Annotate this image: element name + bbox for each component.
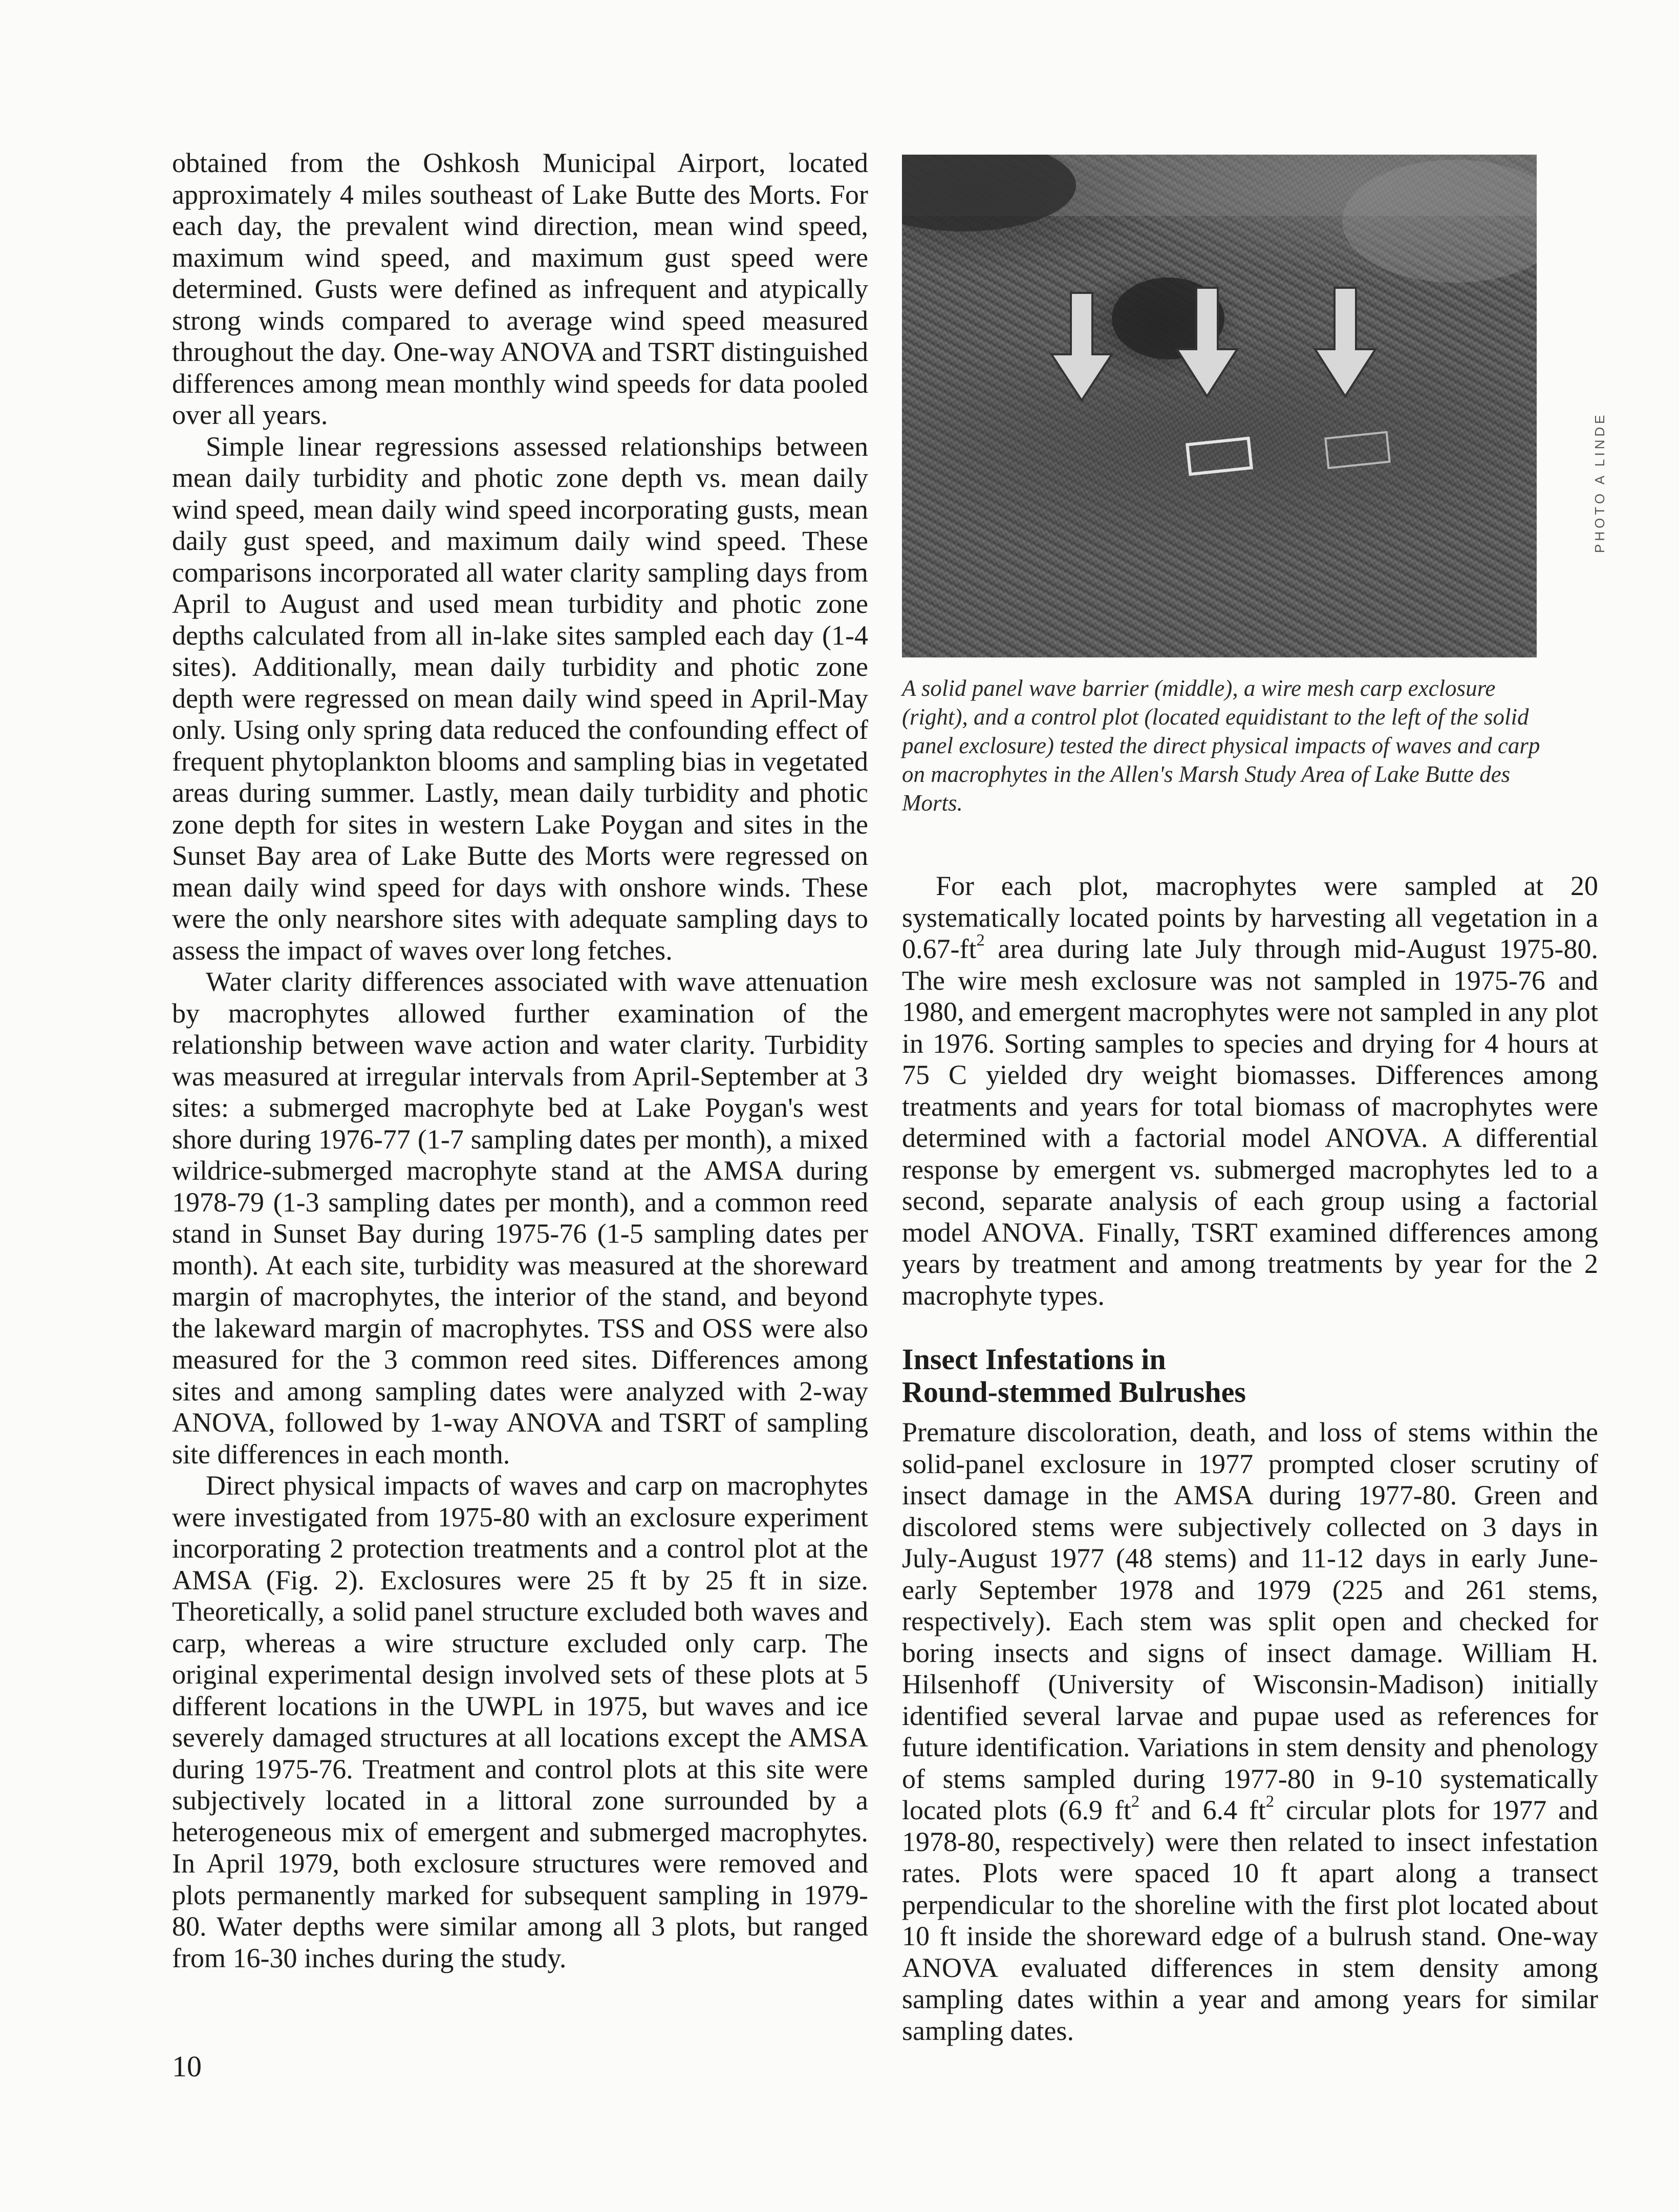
section-heading-line1: Insect Infestations in (902, 1343, 1166, 1376)
photo-arrows (902, 155, 1537, 657)
superscript: 2 (1265, 1792, 1275, 1811)
section-heading (902, 1343, 1598, 1409)
right-text-column (902, 870, 1598, 2047)
superscript: 2 (1131, 1792, 1140, 1811)
paragraph-wave-attenuation: Water clarity differences associated with wave attenuation by macrophytes allowed further examination of the relationship between wave action and water clarity. Turbidity was measured at irregular intervals from April-September at 3 sites: a submerged macrophyte bed at Lake Poygan's west shore during 1976-77 (1-7 sampling dates per month), a mixed wildrice-submerged macrophyte stand at the AMSA during 1978-79 (1-3 sampling dates per month), and a common reed stand in Sunset Bay during 1975-76 (1-5 sampling dates per month). At each site, turbidity was measured at the shoreward margin of macrophytes, the interior of the stand, and beyond the lakeward margin of macrophytes. TSS and OSS were also measured for the 3 common reed sites. Differences among sites and among sampling dates were analyzed with 2-way ANOVA, followed by 1-way ANOVA and TSRT of sampling site differences in each month. (172, 966, 868, 1470)
paragraph-regressions: Simple linear regressions assessed relationships between mean daily turbidity and photic zone depth vs. mean daily wind speed, mean daily wind speed incorporating gusts, mean daily gust speed, and maximum daily wind speed. These comparisons incorporated all water clarity sampling days from April to August and used mean turbidity and photic zone depths calculated from all in-lake sites sampled each day (1-4 sites). Additionally, mean daily turbidity and photic zone depth were regressed on mean daily wind speed in April-May only. Using only spring data reduced the confounding effect of frequent phytoplankton blooms and sampling bias in vegetated areas during summer. Lastly, mean daily turbidity and photic zone depth for sites in western Lake Poygan and sites in the Sunset Bay area of Lake Butte des Morts were regressed on mean daily wind speed for days with onshore winds. These were the only nearshore sites with adequate sampling days to assess the impact of waves over long fetches. (172, 431, 868, 966)
insect-text-b: and 6.4 ft (1139, 1795, 1266, 1825)
insect-text-c: circular plots for 1977 and 1978-80, respectively) were then related to insect infestation rates. Plots were spaced 10 ft apart along a transect perpendicular to the shoreline with the first plot located about 10 ft inside the shoreward edge of a bulrush stand. One-way ANOVA evaluated differences in stem density among sampling dates within a year and among years for similar sampling dates. (902, 1795, 1599, 2046)
solid-panel-exclosure (1187, 438, 1251, 474)
plot-sampling-text-a: For each plot, macrophytes were sampled at 20 systematically located points by harvesting all vegetation in a 0.67-ft (902, 870, 1598, 964)
superscript: 2 (976, 931, 985, 950)
paragraph-plot-sampling (902, 870, 1598, 1311)
section-heading-line2: Round-stemmed Bulrushes (902, 1375, 1246, 1409)
insect-text-a: Premature discoloration, death, and loss of stems within the solid-panel exclosure in 1977 prompted closer scrutiny of insect damage in the AMSA during 1977-80. Green and discolored stems were subjectively collected on 3 days in July-August 1977 (48 stems) and 11-12 days in early June-early September 1978 and 1979 (225 and 261 stems, respectively). Each stem was split open and checked for boring insects and signs of insect damage. William H. Hilsenhoff (University of Wisconsin-Madison) initially identified several larvae and pupae used as references for future identification. Variations in stem density and phenology of stems sampled during 1977-80 in 9-10 systematically located plots (6.9 ft (902, 1417, 1598, 1825)
paragraph-exclosure-experiment: Direct physical impacts of waves and carp on macrophytes were investigated from 1975-80 with an exclosure experiment incorporating 2 protection treatments and a control plot at the AMSA (Fig. 2). Exclosures were 25 ft by 25 ft in size. Theoretically, a solid panel structure excluded both waves and carp, whereas a wire structure excluded only carp. The original experimental design involved sets of these plots at 5 different locations in the UWPL in 1975, but waves and ice severely damaged structures at all locations except the AMSA during 1975-76. Treatment and control plots at this site were subjectively located in a littoral zone surrounded by a heterogeneous mix of emergent and submerged macrophytes. In April 1979, both exclosure structures were removed and plots permanently marked for subsequent sampling in 1979-80. Water depths were similar among all 3 plots, but ranged from 16-30 inches during the study. (172, 1470, 868, 1973)
left-text-column (172, 147, 868, 1974)
page-number: 10 (172, 2050, 202, 2083)
plot-sampling-text-b: area during late July through mid-August 1975-80. The wire mesh exclosure was not sampled in 1975-76 and 1980, and emergent macrophytes were not sampled in any plot in 1976. Sorting samples to species and drying for 4 hours at 75 C yielded dry weight biomasses. Differences among treatments and years for total biomass of macrophytes were determined with a factorial model ANOVA. A differential response by emergent vs. submerged macrophytes led to a second, separate analysis of each group using a factorial model ANOVA. Finally, TSRT examined differences among years by treatment and among treatments by year for the 2 macrophyte types. (902, 933, 1598, 1311)
wire-mesh-exclosure (1325, 432, 1389, 468)
arrow-left-icon (1051, 293, 1112, 400)
aerial-photo-exclosures (902, 155, 1537, 657)
paragraph-wind-data: obtained from the Oshkosh Municipal Airport, located approximately 4 miles southeast of Lake Butte des Morts. For each day, the prevalent wind direction, mean wind speed, maximum wind speed, and maximum gust speed were determined. Gusts were defined as infrequent and atypically strong winds compared to average wind speed measured throughout the day. One-way ANOVA and TSRT distinguished differences among mean monthly wind speeds for data pooled over all years. (172, 147, 868, 430)
arrow-right-icon (1315, 288, 1375, 396)
paragraph-insect-infestations (902, 1417, 1598, 2047)
photo-credit: PHOTO A LINDE (1592, 412, 1607, 553)
figure-caption: A solid panel wave barrier (middle), a wire mesh carp exclosure (right), and a control plot (located equidistant to the left of the solid panel exclosure) tested the direct physical impacts of waves and carp on macrophytes in the Allen's Marsh Study Area of Lake Butte des Morts. (902, 675, 1540, 816)
